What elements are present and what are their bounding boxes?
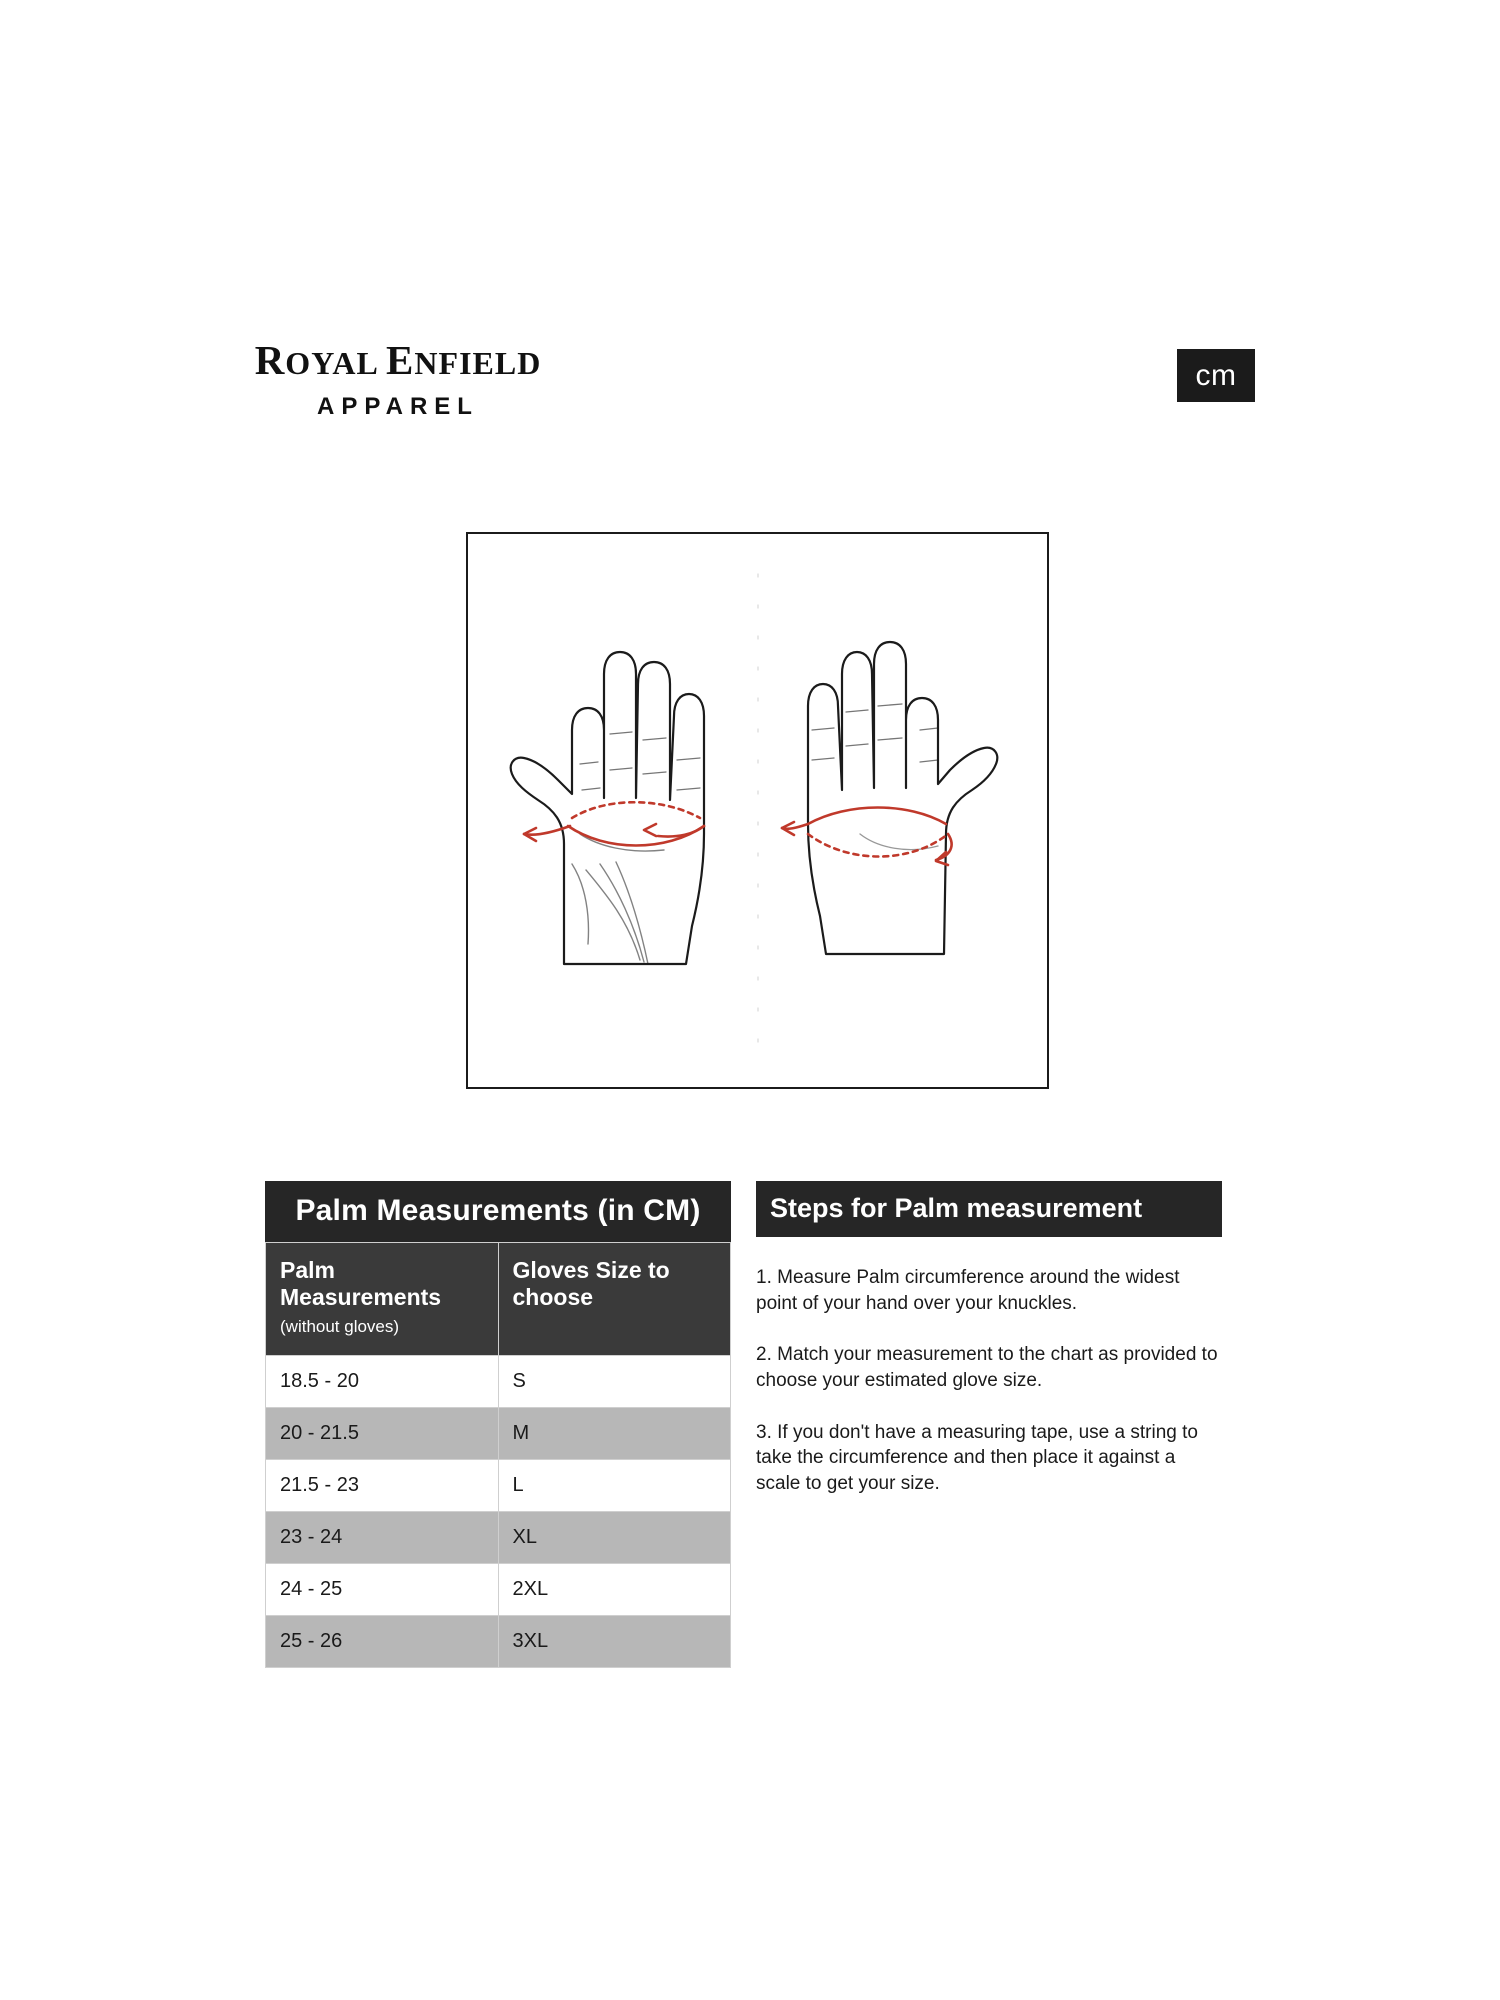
table-row: [266, 1460, 731, 1512]
step-item: 3. If you don't have a measuring tape, use a string to take the circumference and then place it against a scale to get your size.: [756, 1421, 1198, 1494]
column-header-measurement-sub: (without gloves): [280, 1317, 400, 1337]
column-header-measurement-label: Palm Measurements: [280, 1257, 442, 1311]
brand-name-r: R: [254, 337, 286, 383]
unit-badge: cm: [1177, 349, 1255, 402]
hands-diagram-svg: [468, 534, 1047, 1087]
brand-name-e: E: [386, 337, 415, 383]
brand-name-oyal: OYAL: [285, 345, 387, 381]
column-header-size-label: Gloves Size to choose: [512, 1257, 670, 1311]
cell-size: S: [498, 1356, 731, 1408]
cell-size: M: [498, 1408, 731, 1460]
palm-measurements-table: [265, 1181, 731, 1668]
hand-measurement-illustration: [466, 532, 1049, 1089]
table-row: [266, 1512, 731, 1564]
steps-panel: [756, 1181, 1222, 1515]
cell-size: 2XL: [498, 1564, 731, 1616]
brand-block: [248, 337, 548, 421]
cell-size: XL: [498, 1512, 731, 1564]
column-header-measurement: [266, 1243, 499, 1356]
table-header-row: [266, 1243, 731, 1356]
table-row: [266, 1616, 731, 1668]
measurement-line: [524, 802, 952, 865]
table-row: [266, 1564, 731, 1616]
step-item: 2. Match your measurement to the chart as provided to choose your estimated glove size.: [756, 1344, 1218, 1391]
cell-measurement: 18.5 - 20: [266, 1356, 499, 1408]
brand-name-nfield: NFIELD: [414, 345, 542, 381]
cell-size: 3XL: [498, 1616, 731, 1668]
cell-size: L: [498, 1460, 731, 1512]
column-header-size: [498, 1243, 731, 1356]
cell-measurement: 23 - 24: [266, 1512, 499, 1564]
table-row: [266, 1356, 731, 1408]
cell-measurement: 25 - 26: [266, 1616, 499, 1668]
cell-measurement: 21.5 - 23: [266, 1460, 499, 1512]
steps-title: Steps for Palm measurement: [756, 1181, 1222, 1237]
brand-name: [248, 337, 548, 383]
brand-subtitle: APPAREL: [317, 393, 479, 420]
sizes-table: [265, 1242, 731, 1668]
cell-measurement: 24 - 25: [266, 1564, 499, 1616]
cell-measurement: 20 - 21.5: [266, 1408, 499, 1460]
step-item: 1. Measure Palm circumference around the widest point of your hand over your knuckles.: [756, 1267, 1180, 1314]
table-row: [266, 1408, 731, 1460]
table-title: Palm Measurements (in CM): [265, 1181, 731, 1242]
